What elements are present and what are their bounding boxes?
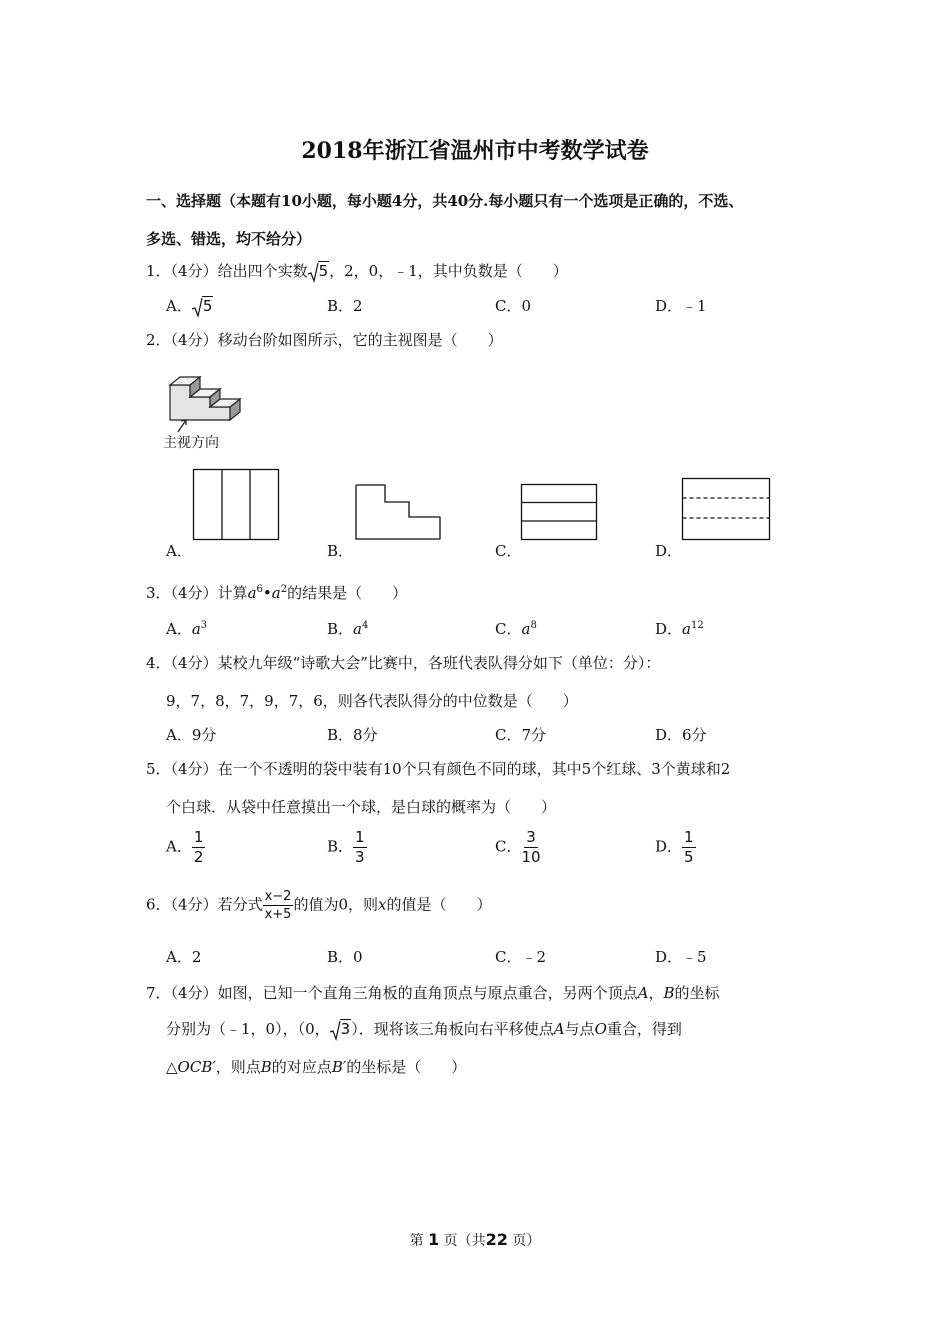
stairs-figure (160, 365, 250, 425)
q1-option-d: D．﹣1 (655, 297, 707, 315)
q6-option-c: C．﹣2 (495, 948, 547, 966)
question-4-line2: 9，7，8，7，9，7，6，则各代表队得分的中位数是（ ） (166, 692, 578, 710)
sqrt-symbol (308, 262, 318, 282)
page-footer: 第 1 页（共22 页） (409, 1230, 541, 1249)
q2-option-b: B． (327, 542, 354, 560)
question-5-line1: 5．（4分）在一个不透明的袋中装有10个只有颜色不同的球，其中5个红球、3个黄球和2 (146, 760, 731, 778)
q6-option-d: D．﹣5 (655, 948, 707, 966)
q5-option-c: C． $\frac{3}{10}$ (495, 828, 541, 866)
question-6: 6．（4分）若分式 $\frac{x-2}{x+5}$ 的值为0，则x的值是（ ） (146, 889, 492, 922)
q3-option-a: A．$a^3$ (166, 620, 208, 638)
q2-option-c-figure (521, 484, 597, 540)
question-1 (146, 260, 568, 282)
q4-option-a: A．9分 (166, 726, 217, 744)
question-2: 2．（4分）移动台阶如图所示，它的主视图是（ ） (146, 331, 503, 349)
q1-text-post: ，2，0，﹣1，其中负数是（ ） (329, 262, 568, 280)
question-7-line2: 分别为（﹣1，0），（0， 3）．现将该三角板向右平移使点A与点O重合，得到 (166, 1020, 682, 1038)
question-5-line2: 个白球．从袋中任意摸出一个球，是白球的概率为（ ） (166, 798, 557, 816)
question-4-line1: 4．（4分）某校九年级“诗歌大会”比赛中，各班代表队得分如下（单位：分）： (146, 654, 661, 672)
q2-option-a: A． (166, 542, 192, 560)
q6-option-a: A．2 (166, 948, 202, 966)
q2-option-d: D． (655, 542, 683, 560)
figure-caption: 主视方向 (163, 435, 219, 451)
q2-option-d-figure (682, 478, 770, 540)
q1-option-a: A． 5 (166, 297, 213, 315)
question-7-line3: △OCB′，则点B的对应点B′的坐标是（ ） (166, 1058, 467, 1076)
question-3: 3．（4分）计算$a^6•a^2$的结果是（ ） (146, 584, 408, 602)
sqrt-symbol (192, 297, 202, 317)
q4-option-c: C．7分 (495, 726, 547, 744)
q5-option-a: A． $\frac{1}{2}$ (166, 828, 204, 866)
q6-fraction: $\frac{x-2}{x+5}$ (264, 889, 292, 922)
q2-option-c: C． (495, 542, 522, 560)
question-7-line1: 7．（4分）如图，已知一个直角三角板的直角顶点与原点重合，另两个顶点A，B的坐标 (146, 984, 720, 1002)
q3-option-c: C．$a^8$ (495, 620, 537, 638)
q1-option-b: B．2 (327, 297, 363, 315)
sqrt-symbol (330, 1020, 340, 1040)
section-heading-line2: 多选、错选，均不给分） (146, 230, 312, 248)
q2-option-a-figure (193, 469, 279, 540)
q4-option-b: B．8分 (327, 726, 378, 744)
q1-radicand: 5 (318, 262, 329, 280)
q1-option-c: C．0 (495, 297, 532, 315)
q3-option-d: D．$a^{12}$ (655, 620, 704, 638)
section-heading-line1: 一、选择题（本题有10小题，每小题4分，共40分.每小题只有一个选项是正确的，不选、 (146, 192, 744, 210)
q1-text-pre: 1．（4分）给出四个实数 (146, 262, 308, 280)
q6-option-b: B．0 (327, 948, 363, 966)
page-title: 2018年浙江省温州市中考数学试卷 (301, 138, 649, 164)
q3-option-b: B．$a^4$ (327, 620, 369, 638)
q4-option-d: D．6分 (655, 726, 707, 744)
q5-option-b: B． $\frac{1}{3}$ (327, 828, 365, 866)
q5-option-d: D． $\frac{1}{5}$ (655, 828, 694, 866)
q2-option-b-figure (355, 484, 443, 540)
